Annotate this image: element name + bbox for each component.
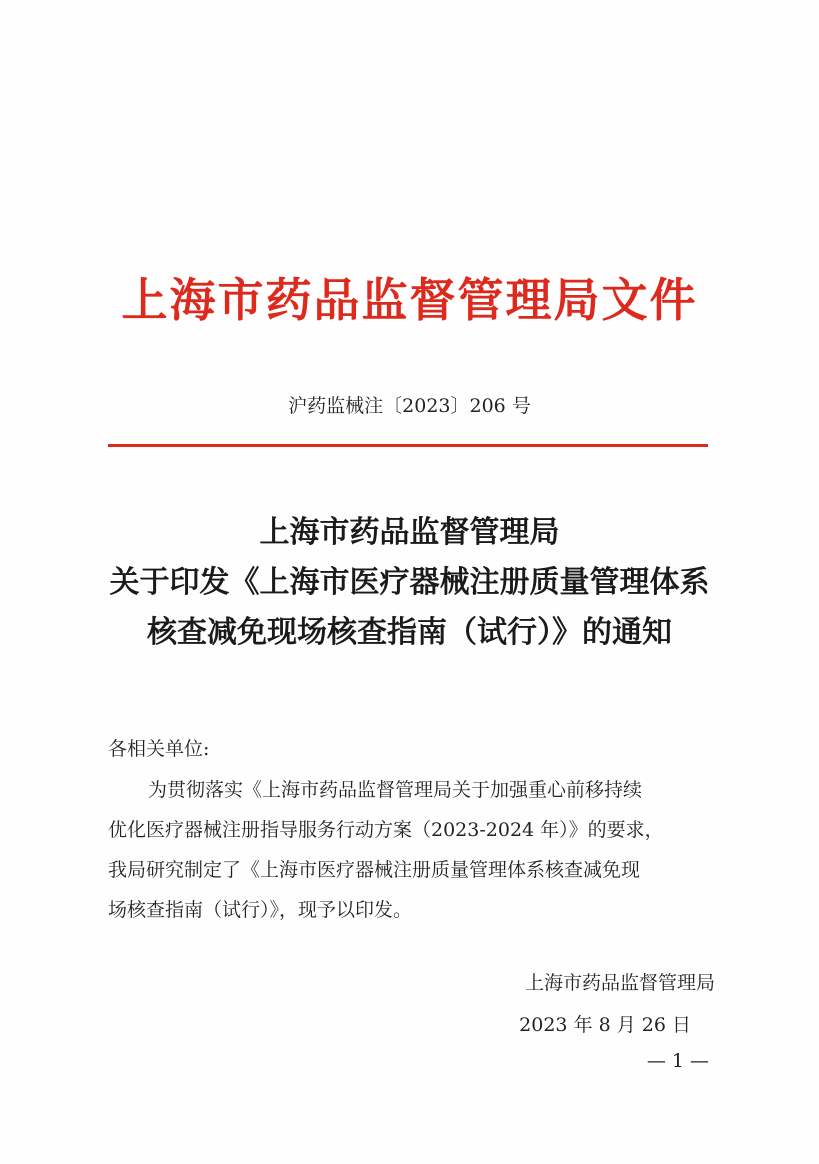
red-divider-line xyxy=(108,444,708,447)
body-line: 优化医疗器械注册指导服务行动方案（2023-2024 年）》的要求， xyxy=(108,819,664,841)
body-line: 场核查指南（试行）》，现予以印发。 xyxy=(108,899,413,921)
signature-organization: 上海市药品监督管理局 xyxy=(524,972,715,994)
issuer-heading: 上海市药品监督管理局文件 xyxy=(121,273,698,327)
title-line-3: 核查减免现场核查指南（试行）》的通知 xyxy=(147,615,672,650)
title-line-1: 上海市药品监督管理局 xyxy=(259,515,560,550)
document-number: 沪药监械注〔2023〕206 号 xyxy=(288,395,531,417)
salutation: 各相关单位: xyxy=(108,738,210,760)
page-number: — 1 — xyxy=(646,1050,709,1072)
signature-date: 2023 年 8 月 26 日 xyxy=(519,1014,691,1036)
body-paragraph xyxy=(108,770,714,930)
body-line: 为贯彻落实《上海市药品监督管理局关于加强重心前移持续 xyxy=(148,779,643,801)
body-line: 我局研究制定了《上海市医疗器械注册质量管理体系核查减免现 xyxy=(108,859,641,881)
notice-title xyxy=(0,508,819,658)
title-line-2: 关于印发《上海市医疗器械注册质量管理体系 xyxy=(109,565,710,600)
